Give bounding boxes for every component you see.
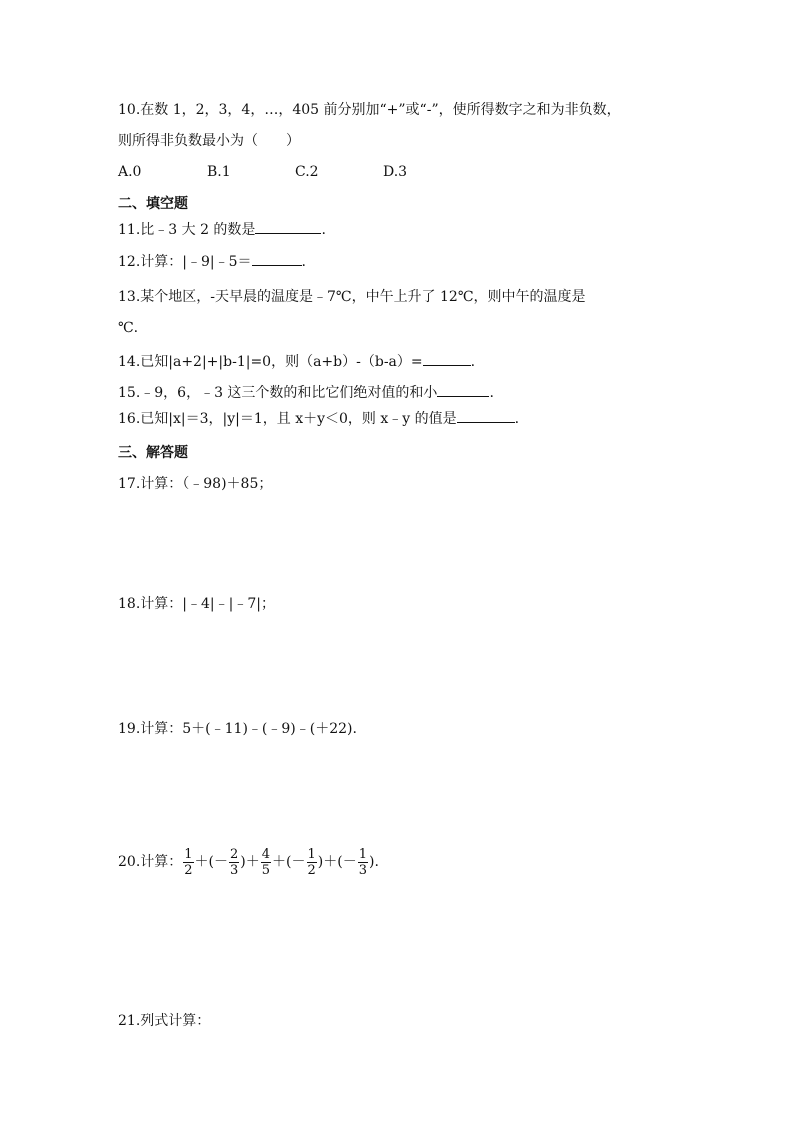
option-b: B.1 <box>207 164 231 180</box>
question-15-text: 15.﹣9，6，﹣3 这三个数的和比它们绝对值的和小 <box>118 385 438 401</box>
question-19: 19.计算：5＋(﹣11)﹣(﹣9)﹣(＋22). <box>118 721 357 737</box>
option-a: A.0 <box>118 164 142 180</box>
question-13-line-2: ℃. <box>118 320 139 336</box>
answer-blank <box>255 219 321 234</box>
section-answer-title: 三、解答题 <box>118 445 188 461</box>
question-21: 21.列式计算： <box>118 1013 211 1029</box>
fraction-4: $\frac{1}{2}$ <box>307 846 316 878</box>
option-d: D.3 <box>383 164 408 180</box>
question-15-end: . <box>489 385 494 401</box>
fraction-3: $\frac{4}{5}$ <box>261 846 271 878</box>
question-12-end: . <box>301 254 306 270</box>
option-c: C.2 <box>295 164 319 180</box>
question-10-line-1: 10.在数 1，2，3，4，…，405 前分别加“+”或“-”，使所得数字之和为非负数， <box>118 102 621 118</box>
question-16-end: . <box>514 411 520 427</box>
question-15 <box>118 382 494 403</box>
question-12 <box>118 251 306 272</box>
answer-blank <box>252 251 302 266</box>
question-14 <box>118 351 475 372</box>
question-13-line-1: 13.某个地区，-天早晨的温度是﹣7℃，中午上升了 12℃，则中午的温度是 <box>118 289 586 305</box>
question-20-prefix: 20.计算： <box>118 854 183 870</box>
question-10-line-2: 则所得非负数最小为（ ） <box>118 133 300 149</box>
question-18: 18.计算：|﹣4|﹣|﹣7|； <box>118 596 275 612</box>
question-11-end: . <box>321 222 326 238</box>
answer-blank <box>437 382 489 397</box>
operator-1: ＋(－ <box>194 854 229 870</box>
question-12-text: 12.计算：|﹣9|﹣5＝ <box>118 254 252 270</box>
fraction-5: $\frac{1}{3}$ <box>358 846 368 878</box>
question-14-end: . <box>470 354 476 370</box>
question-11 <box>118 219 326 240</box>
operator-3: ＋(－ <box>272 854 306 870</box>
operator-4: )＋(－ <box>317 854 357 870</box>
question-16 <box>118 408 519 429</box>
section-fill-in-title: 二、填空题 <box>118 196 188 212</box>
question-11-text: 11.比﹣3 大 2 的数是 <box>118 222 256 238</box>
question-16-text: 16.已知|x|＝3，|y|＝1，且 x＋y＜0，则 x﹣y 的值是 <box>118 411 457 427</box>
question-17: 17.计算：（﹣98)＋85； <box>118 476 273 492</box>
answer-blank <box>423 351 471 366</box>
question-20 <box>118 845 379 879</box>
fraction-2: $\frac{2}{3}$ <box>230 846 239 878</box>
operator-5: ). <box>369 854 379 870</box>
question-14-text: 14.已知|a+2|+|b-1|=0，则（a+b）-（b-a）= <box>118 354 423 370</box>
answer-blank <box>457 408 515 423</box>
operator-2: )＋ <box>240 854 260 870</box>
fraction-1: $\frac{1}{2}$ <box>184 846 193 878</box>
